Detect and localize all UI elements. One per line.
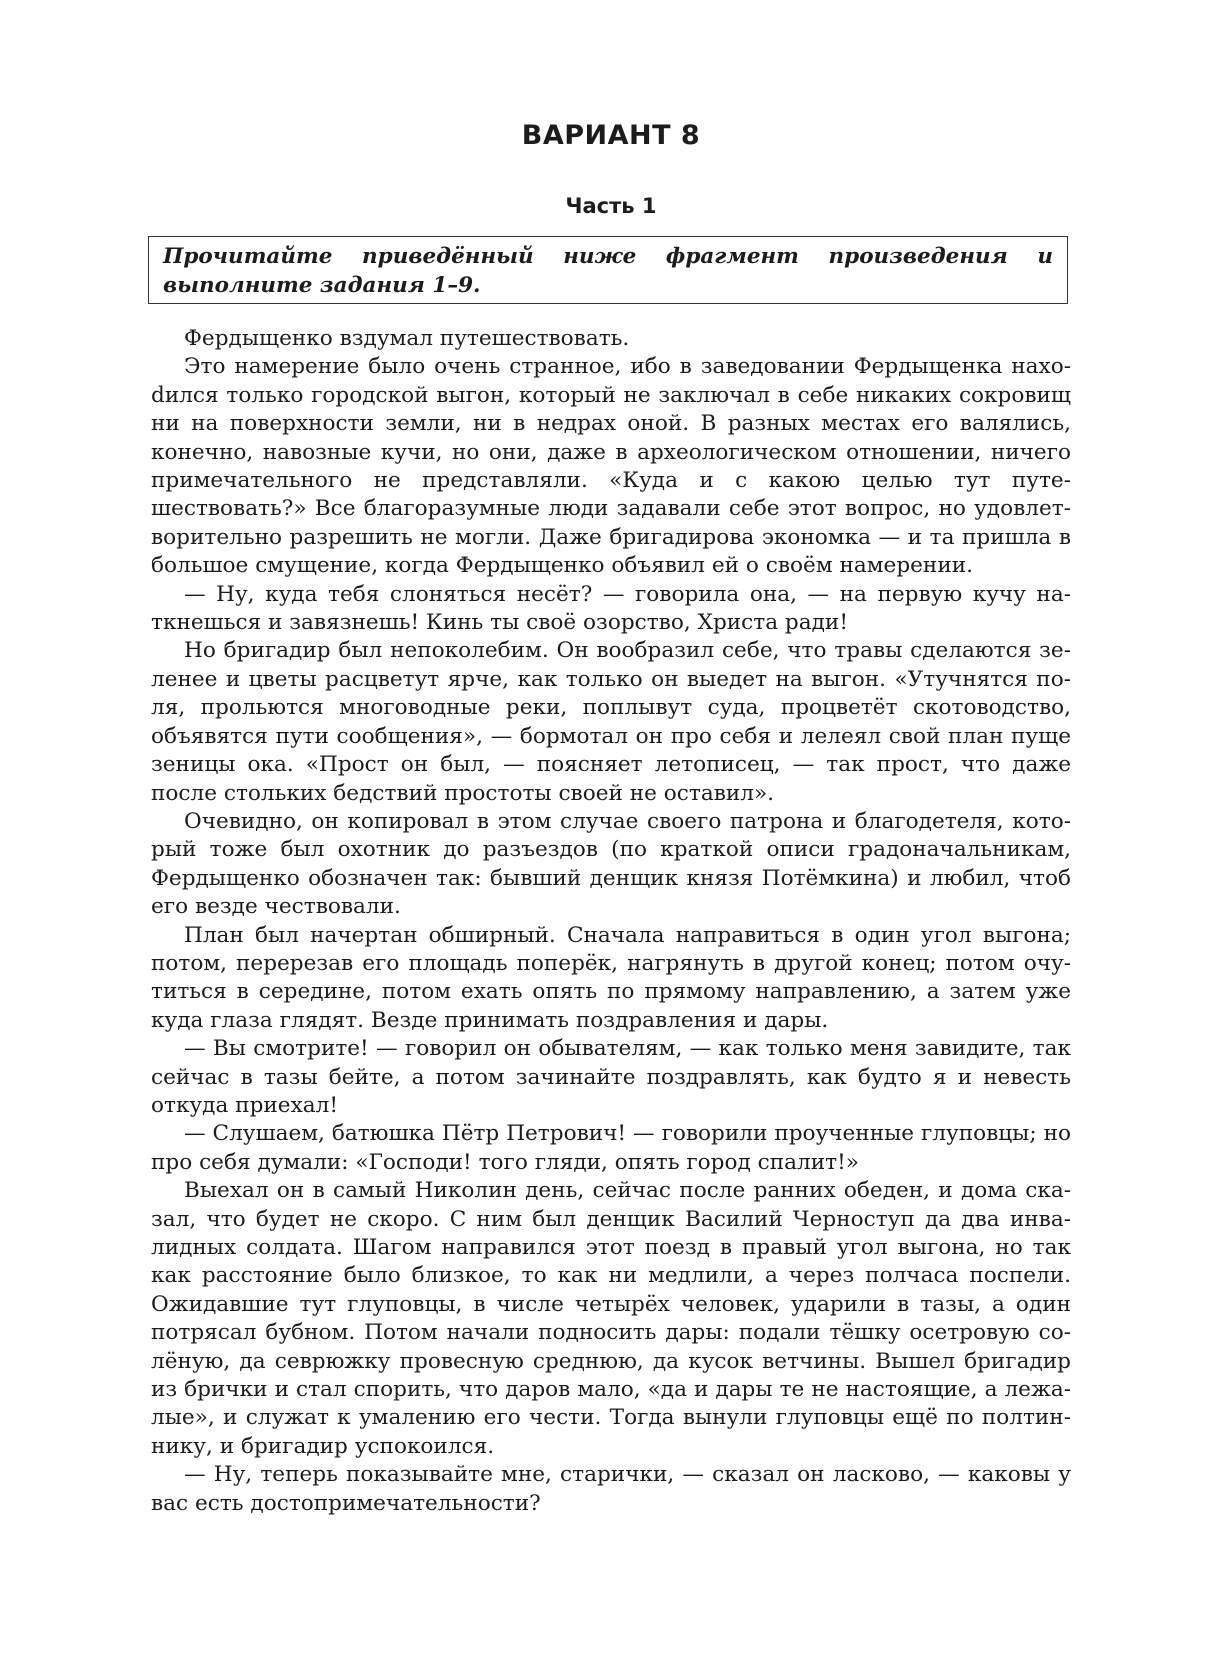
literary-fragment [151,325,1071,1518]
instruction-box [148,236,1068,304]
paragraph: — Ну, теперь показывайте мне, старички, — сказал он ласково, — каковы у вас есть достопримечательности? [151,1462,1071,1516]
paragraph: План был начертан обширный. Сначала направиться в один угол выгона; потом, перерезав его площадь поперёк, нагрянуть в другой конец; потом очутиться в середине, потом ехать опять по прямому направлению, а затем уже куда глаза глядят. Везде принимать поздравления и дары. [151,922,1071,1033]
paragraph: Фердыщенко вздумал путешествовать. [184,326,630,351]
part-title: Часть 1 [565,194,657,218]
paragraph: Выехал он в самый Николин день, сейчас после ранних обеден, и дома сказал, что будет не скоро. С ним был денщик Василий Черноступ да два инвалидных солдата. Шагом направился этот поезд в правый угол выгона, но так как расстояние было близкое, то как ни медлили, а через полчаса поспели. Ожидавшие тут глуповцы, в числе четырёх человек, ударили в тазы, а один потрясал бубном. Потом начали подносить дары: подали тёшку осетровую солёную, да севрюжку провесную среднюю, да кусок ветчины. Вышел бригадир из брички и стал спорить, что даров мало, «да и дары те не настоящие, а лежалые», и служат к умалению его чести. Тогда вынули глуповцы ещё по полтиннику, и бригадир успокоился. [151,1178,1071,1459]
paragraph: Но бригадир был непоколебим. Он вообразил себе, что травы сделаются зеленее и цветы расцветут ярче, как только он выедет на выгон. «Утучнятся поля, прольются многоводные реки, поплывут суда, процветёт скотоводство, объявятся пути сообщения», — бормотал он про себя и лелеял свой план пуще зеницы ока. «Прост он был, — поясняет летописец, — так прост, что даже после стольких бедствий простоты своей не оставил». [151,638,1071,806]
instruction-text: Прочитайте приведённый ниже фрагмент произведения и выполните задания 1–9. [163,244,1053,298]
paragraph: — Ну, куда тебя слоняться несёт? — говорила она, — на первую кучу наткнешься и завязнешь! Кинь ты своё озорство, Христа ради! [151,581,1071,636]
paragraph: — Слушаем, батюшка Пётр Петрович! — говорили проученные глуповцы; но про себя думали: «Господи! того гляди, опять город спалит!» [151,1121,1071,1175]
paragraph: — Вы смотрите! — говорил он обывателям, — как только меня завидите, так сейчас в тазы бейте, а потом зачинайте поздравлять, как будто я и невесть откуда приехал! [151,1036,1071,1118]
paragraph: Это намерение было очень странное, ибо в заведовании Фердыщенка нахоdился только городской выгон, который не заключал в себе никаких сокровищ ни на поверхности земли, ни в недрах оной. В разных местах его валялись, конечно, навозные кучи, но они, даже в археологическом отношении, ничего примечательного не представляли. «Куда и с какою целью тут путешествовать?» Все благоразумные люди задавали себе этот вопрос, но удовлетворительно разрешить не могли. Даже бригадирова экономка — и та пришла в большое смущение, когда Фердыщенко объявил ей о своём намерении. [151,354,1071,579]
variant-title: ВАРИАНТ 8 [521,120,701,151]
paragraph: Очевидно, он копировал в этом случае своего патрона и благодетеля, который тоже был охотник до разъездов (по краткой описи градоначальникам, Фердыщенко обозначен так: бывший денщик князя Потёмкина) и любил, чтоб его везде чествовали. [151,808,1071,920]
